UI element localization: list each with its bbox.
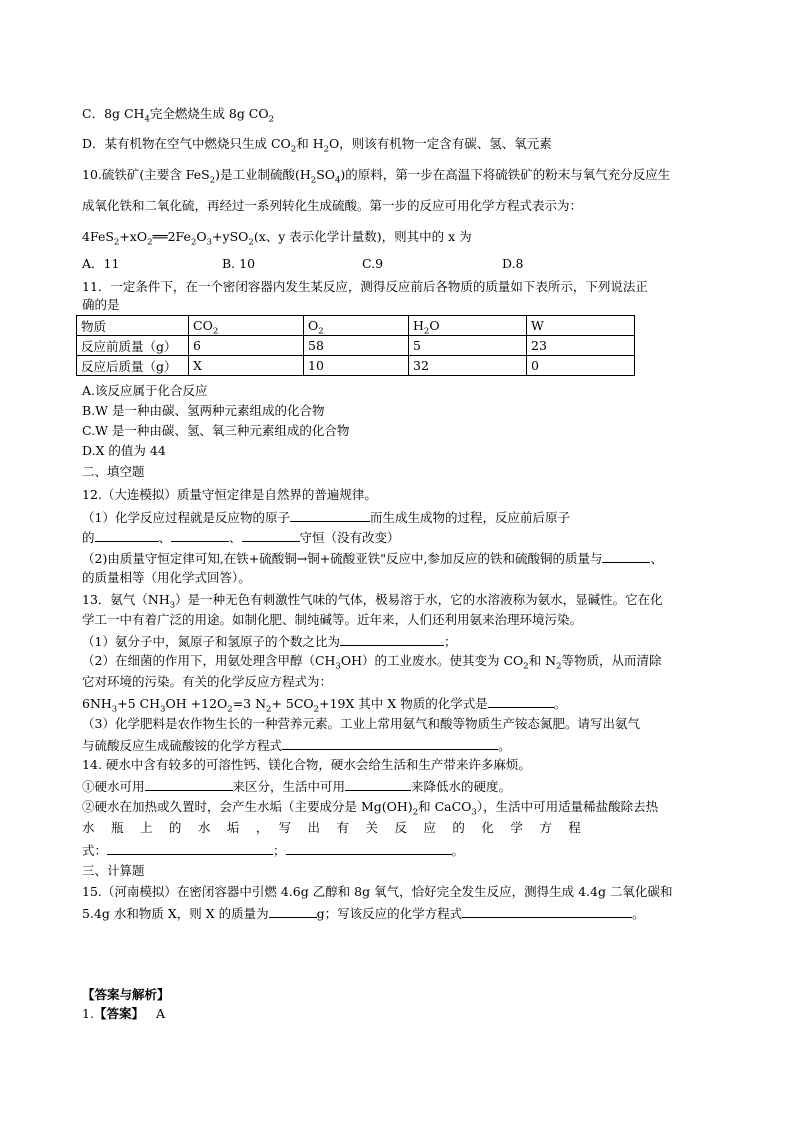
table-cell: 32	[409, 356, 527, 376]
q12-line2: 的 、 、 守恒（没有改变）	[82, 530, 400, 545]
table-row	[77, 356, 635, 376]
q15-line2: 5.4g 水和物质 X，则 X 的质量为 g；写该反应的化学方程式 。	[82, 906, 645, 921]
answer-blank[interactable]	[602, 550, 650, 563]
q12-line3: （2)由质量守恒定律可知,在铁+硫酸铜→铜+硫酸亚铁"反应中,参加反应的铁和硫酸铜的质量与 、	[82, 551, 663, 566]
q11-option-b: B.W 是一种由碳、氢两种元素组成的化合物	[82, 403, 325, 418]
q13-line3: （1）氨分子中，氮原子和氢原子的个数之比为 ；	[82, 634, 457, 649]
q12-title: 12.（大连模拟）质量守恒定律是自然界的普遍规律。	[82, 487, 377, 502]
table-cell: $CO_2$	[189, 316, 304, 336]
q11-option-a: A.该反应属于化合反应	[82, 383, 208, 398]
answer-blank[interactable]	[345, 778, 411, 791]
q12-line4: 的质量相等（用化学式回答）。	[82, 570, 251, 585]
answer-blank[interactable]	[242, 529, 300, 542]
q15-line1: 15.（河南模拟）在密闭容器中引燃 4.6g 乙醇和 8g 氧气，恰好完全发生反应，测得生成 4.4g 二氧化碳和	[82, 884, 673, 899]
q11-mass-table	[76, 315, 635, 376]
q10-option-a: A．11	[82, 256, 120, 271]
answer-blank[interactable]	[286, 842, 452, 855]
q11-stem-line1: 11．一定条件下，在一个密闭容器内发生某反应，测得反应前后各物质的质量如下表所示，下列说法正	[82, 279, 648, 294]
section-heading-calculation: 三、计算题	[82, 863, 145, 878]
answer-blank[interactable]	[340, 633, 444, 646]
q10-option-c: C.9	[362, 256, 384, 271]
q14-line2: ①硬水可用 来区分，生活中可用 来降低水的硬度。	[82, 779, 512, 794]
answer-blank[interactable]	[269, 905, 317, 918]
answer-1: 1.【答案】 A	[82, 1006, 165, 1021]
table-cell: 10	[304, 356, 409, 376]
table-cell: X	[189, 356, 304, 376]
answer-blank[interactable]	[145, 778, 233, 791]
q14-line3: ②硬水在加热或久置时，会产生水垢（主要成分是 $Mg(OH)_2$和 CaCO$_3$），生活中可用适量稀盐酸除去热	[82, 799, 659, 818]
table-cell: $H_2O$	[409, 316, 527, 336]
answer-blank[interactable]	[171, 529, 229, 542]
answer-blank[interactable]	[488, 695, 554, 708]
q13-line7: （3）化学肥料是农作物生长的一种营养元素。工业上常用氨气和酸等物质生产铵态氮肥。请写出氨气	[82, 716, 640, 731]
q13-line8: 与硫酸反应生成硫酸铵的化学方程式 。	[82, 738, 511, 753]
q10-stem-line2: 成氧化铁和二氧化硫，再经过一系列转化生成硫酸。第一步的反应可用化学方程式表示为：	[82, 198, 583, 213]
table-cell: $O_2$	[304, 316, 409, 336]
q13-line1: 13．氨气$(NH_3)$是一种无色有刺激性气味的气体，极易溶于水，它的水溶液称为氨水，显碱性。它在化	[82, 592, 663, 611]
table-cell: 5	[409, 336, 527, 356]
q9-option-d: D．某有机物在空气中燃烧只生成 $CO_2$和 $H_2O$，则该有机物一定含有碳、氢、氧元素	[82, 136, 552, 155]
q11-option-c: C.W 是一种由碳、氢、氧三种元素组成的化合物	[82, 423, 350, 438]
table-cell: 23	[527, 336, 635, 356]
q10-option-b: B. 10	[222, 256, 256, 271]
table-cell: W	[527, 316, 635, 336]
answer-heading: 【答案与解析】	[82, 987, 170, 1002]
q13-line4: （2）在细菌的作用下，用氨处理含甲醇$(CH_3OH)$的工业废水。使其变为 $CO_2$和 $N_2$等物质，从而清除	[82, 653, 662, 672]
table-cell: 反应后质量（g）	[77, 356, 189, 376]
q14-line1: 14. 硬水中含有较多的可溶性钙、镁化合物，硬水会给生活和生产带来许多麻烦。	[82, 757, 531, 772]
table-header-row	[77, 316, 635, 336]
table-cell: 6	[189, 336, 304, 356]
q10-equation: $4FeS_2+xO_2══2Fe_2O_3+ySO_2(x$、y 表示化学计量数)，则其中的 x 为	[82, 229, 472, 248]
answer-blank[interactable]	[95, 529, 159, 542]
table-cell: 反应前质量（g）	[77, 336, 189, 356]
answer-blank[interactable]	[282, 737, 498, 750]
answer-blank[interactable]	[462, 905, 632, 918]
q11-option-d: D.X 的值为 44	[82, 443, 166, 458]
answer-blank[interactable]	[290, 509, 370, 522]
q13-line6: $6NH_3+5$ $CH_3OH +12O_2=3$ $N_2+ 5CO_2+19X$ 其中 X 物质的化学式是 。	[82, 696, 567, 715]
table-cell: 物质	[77, 316, 189, 336]
q13-line2: 学工一中有着广泛的用途。如制化肥、制纯碱等。近年来，人们还利用氨来治理环境污染。	[82, 612, 583, 627]
q14-line5: 式： ； 。	[82, 843, 465, 858]
table-cell: 58	[304, 336, 409, 356]
section-heading-fill-in: 二、填空题	[82, 464, 145, 479]
q13-line5: 它对环境的污染。有关的化学反应方程式为：	[82, 674, 333, 689]
q11-stem-line2: 确的是	[82, 297, 120, 312]
q10-option-d: D.8	[502, 256, 524, 271]
q9-option-c: C．8g $CH_4$完全燃烧生成 8g $CO_2$	[82, 106, 275, 125]
q12-line1: （1）化学反应过程就是反应物的原子 而生成生成物的过程，反应前后原子	[82, 510, 570, 525]
table-row	[77, 336, 635, 356]
answer-blank[interactable]	[107, 842, 273, 855]
table-cell: 0	[527, 356, 635, 376]
q10-options	[82, 256, 682, 272]
q10-stem-line1: 10.硫铁矿(主要含 FeS$_2$)是工业制硫酸$(H_2SO_4)$的原料，第一步在高温下将硫铁矿的粉末与氧气充分反应生	[82, 167, 671, 186]
q14-line4: 水 瓶 上 的 水 垢 ， 写 出 有 关 反 应 的 化 学 方 程	[82, 820, 581, 835]
